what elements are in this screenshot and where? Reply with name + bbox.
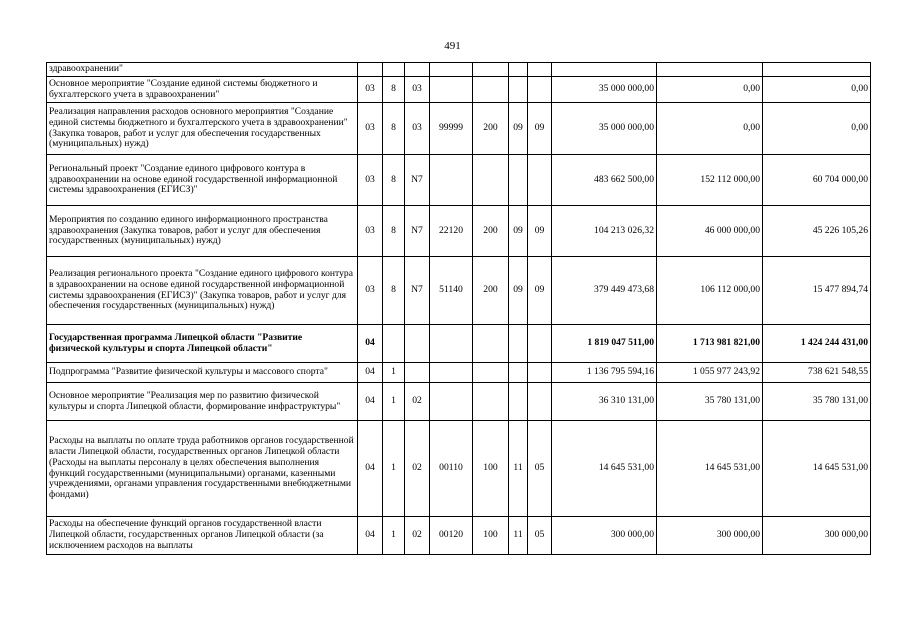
- code-direction: 22120: [430, 206, 473, 257]
- code-direction: 00120: [430, 517, 473, 555]
- code-direction: [430, 155, 473, 206]
- code-expense-type: 100: [473, 517, 509, 555]
- amount-year-2: 46 000 000,00: [657, 206, 763, 257]
- amount-year-3: 0,00: [763, 77, 871, 103]
- code-subsection: 09: [528, 206, 552, 257]
- row-description: Основное мероприятие "Реализация мер по развитию физической культуры и спорта Липецкой области, формирование инфраструктуры": [47, 383, 358, 421]
- row-description: Расходы на обеспечение функций органов государственной власти Липецкой области, государственных органов Липецкой области (за исключением расходов на выплаты: [47, 517, 358, 555]
- amount-year-1: 1 819 047 511,00: [552, 325, 657, 363]
- code-section: [509, 63, 528, 77]
- code-program: 03: [358, 206, 383, 257]
- amount-year-1: 483 662 500,00: [552, 155, 657, 206]
- code-subprogram: 1: [383, 517, 405, 555]
- code-subprogram: [383, 325, 405, 363]
- code-activity: 03: [405, 77, 430, 103]
- row-description: Мероприятия по созданию единого информационного пространства здравоохранения (Закупка товаров, работ и услуг для обеспечения государственных (муниципальных) нужд): [47, 206, 358, 257]
- code-expense-type: 200: [473, 103, 509, 155]
- code-subprogram: 1: [383, 421, 405, 517]
- amount-year-3: 45 226 105,26: [763, 206, 871, 257]
- row-description: Расходы на выплаты по оплате труда работников органов государственной власти Липецкой области, государственных органов Липецкой области (Расходы на выплаты персоналу в целях обеспечения выполнения функций государственными (муниципальными) органами, казенными учреждениями, органами управления государственными внебюджетными фондами): [47, 421, 358, 517]
- table-row: [47, 383, 871, 421]
- amount-year-1: [552, 63, 657, 77]
- code-program: 04: [358, 325, 383, 363]
- code-section: 09: [509, 257, 528, 325]
- code-program: 04: [358, 363, 383, 383]
- table-row: [47, 517, 871, 555]
- code-section: 11: [509, 517, 528, 555]
- code-subprogram: [383, 63, 405, 77]
- page-number: 491: [444, 40, 461, 52]
- amount-year-3: [763, 63, 871, 77]
- table-row: [47, 103, 871, 155]
- amount-year-3: 14 645 531,00: [763, 421, 871, 517]
- code-activity: N7: [405, 206, 430, 257]
- amount-year-1: 35 000 000,00: [552, 103, 657, 155]
- row-description: Подпрограмма "Развитие физической культуры и массового спорта": [47, 363, 358, 383]
- code-section: [509, 155, 528, 206]
- code-subsection: 09: [528, 257, 552, 325]
- code-direction: [430, 325, 473, 363]
- table-row: [47, 421, 871, 517]
- amount-year-2: 35 780 131,00: [657, 383, 763, 421]
- code-expense-type: 200: [473, 257, 509, 325]
- code-subsection: 05: [528, 517, 552, 555]
- code-program: 03: [358, 103, 383, 155]
- code-activity: [405, 325, 430, 363]
- code-expense-type: 200: [473, 206, 509, 257]
- code-activity: 03: [405, 103, 430, 155]
- code-activity: N7: [405, 257, 430, 325]
- code-program: 04: [358, 383, 383, 421]
- code-subprogram: 8: [383, 206, 405, 257]
- amount-year-2: [657, 63, 763, 77]
- code-subprogram: 1: [383, 363, 405, 383]
- table-row: [47, 77, 871, 103]
- code-direction: [430, 363, 473, 383]
- code-activity: [405, 63, 430, 77]
- code-subprogram: 8: [383, 257, 405, 325]
- budget-table: [46, 62, 871, 555]
- code-direction: [430, 77, 473, 103]
- amount-year-2: 0,00: [657, 103, 763, 155]
- code-direction: [430, 63, 473, 77]
- code-section: [509, 383, 528, 421]
- code-direction: [430, 383, 473, 421]
- amount-year-2: 300 000,00: [657, 517, 763, 555]
- amount-year-3: 15 477 894,74: [763, 257, 871, 325]
- code-section: 11: [509, 421, 528, 517]
- code-subsection: [528, 63, 552, 77]
- amount-year-1: 1 136 795 594,16: [552, 363, 657, 383]
- table-row: [47, 325, 871, 363]
- code-program: 04: [358, 517, 383, 555]
- code-activity: [405, 363, 430, 383]
- code-activity: 02: [405, 517, 430, 555]
- amount-year-2: 152 112 000,00: [657, 155, 763, 206]
- amount-year-3: 35 780 131,00: [763, 383, 871, 421]
- code-subsection: [528, 383, 552, 421]
- code-subsection: 09: [528, 103, 552, 155]
- code-subsection: [528, 363, 552, 383]
- code-section: [509, 325, 528, 363]
- code-activity: 02: [405, 383, 430, 421]
- amount-year-1: 36 310 131,00: [552, 383, 657, 421]
- amount-year-3: 0,00: [763, 103, 871, 155]
- code-subprogram: 8: [383, 103, 405, 155]
- code-subsection: [528, 77, 552, 103]
- table-row: [47, 206, 871, 257]
- code-expense-type: [473, 363, 509, 383]
- code-program: 03: [358, 77, 383, 103]
- code-section: [509, 77, 528, 103]
- amount-year-2: 0,00: [657, 77, 763, 103]
- code-subprogram: 1: [383, 383, 405, 421]
- code-direction: 00110: [430, 421, 473, 517]
- row-description: Реализация регионального проекта "Создание единого цифрового контура в здравоохранении на основе единой государственной информационной системы здравоохранения (ЕГИСЗ)" (Закупка товаров, работ и услуг для обеспечения государственных (муниципальных) нужд): [47, 257, 358, 325]
- code-expense-type: [473, 383, 509, 421]
- code-expense-type: 100: [473, 421, 509, 517]
- code-program: 03: [358, 155, 383, 206]
- code-expense-type: [473, 77, 509, 103]
- amount-year-1: 379 449 473,68: [552, 257, 657, 325]
- code-activity: N7: [405, 155, 430, 206]
- code-subsection: [528, 325, 552, 363]
- code-expense-type: [473, 63, 509, 77]
- code-program: 03: [358, 257, 383, 325]
- code-expense-type: [473, 325, 509, 363]
- code-program: [358, 63, 383, 77]
- code-activity: 02: [405, 421, 430, 517]
- amount-year-2: 106 112 000,00: [657, 257, 763, 325]
- row-description: здравоохранении": [47, 63, 358, 77]
- amount-year-1: 300 000,00: [552, 517, 657, 555]
- amount-year-3: 300 000,00: [763, 517, 871, 555]
- code-subprogram: 8: [383, 155, 405, 206]
- amount-year-2: 14 645 531,00: [657, 421, 763, 517]
- amount-year-2: 1 713 981 821,00: [657, 325, 763, 363]
- amount-year-1: 35 000 000,00: [552, 77, 657, 103]
- code-direction: 51140: [430, 257, 473, 325]
- row-description: Реализация направления расходов основного мероприятия "Создание единой системы бюджетного и бухгалтерского учета в здравоохранении" (Закупка товаров, работ и услуг для обеспечения государственных (муниципальных) нужд): [47, 103, 358, 155]
- row-description: Основное мероприятие "Создание единой системы бюджетного и бухгалтерского учета в здравоохранении": [47, 77, 358, 103]
- code-section: 09: [509, 206, 528, 257]
- table-row: [47, 155, 871, 206]
- code-expense-type: [473, 155, 509, 206]
- row-description: Государственная программа Липецкой области "Развитие физической культуры и спорта Липецкой области": [47, 325, 358, 363]
- amount-year-3: 60 704 000,00: [763, 155, 871, 206]
- table-row: [47, 363, 871, 383]
- code-subsection: [528, 155, 552, 206]
- table-row: [47, 63, 871, 77]
- code-section: [509, 363, 528, 383]
- code-section: 09: [509, 103, 528, 155]
- row-description: Региональный проект "Создание единого цифрового контура в здравоохранении на основе единой государственной информационной системы здравоохранения (ЕГИСЗ)": [47, 155, 358, 206]
- amount-year-3: 738 621 548,55: [763, 363, 871, 383]
- amount-year-2: 1 055 977 243,92: [657, 363, 763, 383]
- code-program: 04: [358, 421, 383, 517]
- amount-year-3: 1 424 244 431,00: [763, 325, 871, 363]
- code-direction: 99999: [430, 103, 473, 155]
- amount-year-1: 104 213 026,32: [552, 206, 657, 257]
- table-row: [47, 257, 871, 325]
- code-subprogram: 8: [383, 77, 405, 103]
- code-subsection: 05: [528, 421, 552, 517]
- amount-year-1: 14 645 531,00: [552, 421, 657, 517]
